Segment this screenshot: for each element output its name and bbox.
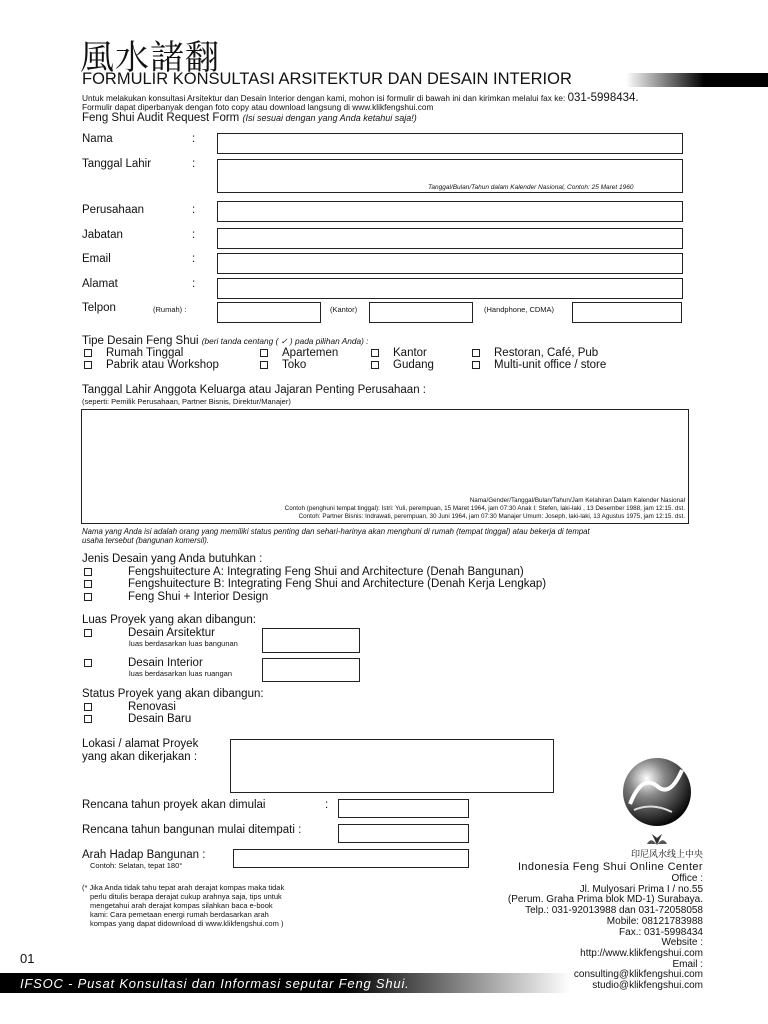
service-heading: Jenis Desain yang Anda butuhkan : (82, 553, 263, 565)
phone-office-field[interactable] (369, 302, 473, 323)
phone-home-label: (Rumah) : (153, 305, 187, 314)
company-field[interactable] (217, 201, 683, 222)
location-field[interactable] (230, 739, 554, 793)
location-label-1: Lokasi / alamat Proyek (82, 738, 199, 750)
company-contact: Office : Jl. Mulyosari Prima I / no.55 (Perum. Graha Prima blok MD-1) Surabaya. Telp.: 031-92013988 dan 031-72058058 Mobile: 08121783988 Fax.: 031-5998434 Website : http://www.klikfengshui.com Email : consulting@klikfengshui.com studio@klikfengshui.com (470, 874, 703, 992)
dob-hint: Tanggal/Bulan/Tahun dalam Kalender Nasional, Contoh: 25 Maret 1960 (428, 184, 634, 191)
int-area-field[interactable] (262, 658, 360, 682)
checkbox[interactable] (84, 593, 92, 601)
option-desain-baru[interactable]: Desain Baru (84, 713, 191, 725)
checkbox[interactable] (84, 361, 92, 369)
option-desain-arsitektur[interactable]: Desain Arsitektur (84, 627, 215, 639)
logo: 風水諸翻 (80, 38, 220, 78)
checkbox[interactable] (371, 361, 379, 369)
checkbox[interactable] (84, 703, 92, 711)
arch-area-field[interactable] (262, 628, 360, 653)
checkbox[interactable] (371, 349, 379, 357)
colon: : (192, 204, 196, 216)
status-heading: Status Proyek yang akan dibangun: (82, 688, 264, 700)
colon: : (325, 799, 329, 811)
company-logo-orb (612, 756, 702, 828)
family-heading: Tanggal Lahir Anggota Keluarga atau Jajaran Penting Perusahaan : (82, 384, 426, 396)
address-label: Alamat (82, 278, 118, 290)
option-rumah-tinggal[interactable]: Rumah Tinggal (84, 347, 183, 359)
dob-label: Tanggal Lahir (82, 158, 152, 170)
email-field[interactable] (217, 253, 683, 274)
checkbox[interactable] (472, 361, 480, 369)
family-note-1: Nama yang Anda isi adalah orang yang memiliki status penting dan sehari-harinya akan menghuni di rumah (tempat tinggal) atau bekerja di tempat (82, 527, 590, 536)
fax-number: 031-5998434. (567, 92, 639, 104)
arch-sub: luas berdasarkan luas bangunan (129, 639, 238, 648)
company-label: Perusahaan (82, 204, 145, 216)
location-label-2: yang akan dikerjakan : (82, 751, 198, 763)
title-band (626, 73, 768, 87)
checkbox[interactable] (472, 349, 480, 357)
position-label: Jabatan (82, 229, 123, 241)
lotus-icon (643, 830, 671, 846)
intro-line-1: Untuk melakukan konsultasi Arsitektur dan Desain Interior dengan kami, mohon isi formulir di bawah ini dan kirimkan melalui fax ke: 031-5998434. (82, 92, 639, 104)
phone-home-field[interactable] (217, 302, 321, 323)
occupy-year-label: Rencana tahun bangunan mulai ditempati : (82, 824, 302, 836)
family-sub: (seperti: Pemilik Perusahaan, Partner Bisnis, Direktur/Manajer) (82, 397, 291, 406)
email-link-consulting[interactable]: consulting@klikfengshui.com (573, 969, 703, 981)
checkbox[interactable] (260, 349, 268, 357)
option-feng-shui-interior[interactable]: Feng Shui + Interior Design (84, 591, 268, 603)
family-note-2: usaha tersebut (bangunan komersil). (82, 536, 209, 545)
checkbox[interactable] (84, 349, 92, 357)
option-desain-interior[interactable]: Desain Interior (84, 657, 203, 669)
start-year-field[interactable] (338, 799, 469, 818)
email-label: Email (82, 253, 111, 265)
name-label: Nama (82, 133, 113, 145)
intro-line-2: Formulir dapat diperbanyak dengan foto copy atau download langsung di www.klikfengshui.com (82, 102, 434, 112)
facing-field[interactable] (233, 849, 469, 868)
checkbox[interactable] (84, 659, 92, 667)
checkbox[interactable] (260, 361, 268, 369)
colon: : (192, 253, 196, 265)
occupy-year-field[interactable] (338, 824, 469, 843)
family-hint-1: Nama/Gender/Tanggal/Bulan/Tahun/Jam Kelahiran Dalam Kalender Nasional (469, 497, 685, 504)
start-year-label: Rencana tahun proyek akan dimulai (82, 799, 266, 811)
option-restoran[interactable]: Restoran, Café, Pub (472, 347, 598, 359)
name-field[interactable] (217, 133, 683, 154)
footer-banner (0, 973, 570, 993)
website-link[interactable]: http://www.klikfengshui.com (580, 947, 703, 959)
facing-label: Arah Hadap Bangunan : (82, 849, 206, 861)
checkbox[interactable] (84, 568, 92, 576)
option-toko[interactable]: Toko (260, 359, 306, 371)
checkbox[interactable] (84, 715, 92, 723)
company-name: Indonesia Feng Shui Online Center (517, 861, 703, 873)
checkbox[interactable] (84, 629, 92, 637)
phone-mobile-field[interactable] (572, 302, 682, 323)
int-sub: luas berdasarkan luas ruangan (129, 669, 232, 678)
colon: : (192, 229, 196, 241)
design-type-heading: Tipe Desain Feng Shui (beri tanda centang ( ✓ ) pada pilihan Anda) : (82, 335, 369, 347)
phone-mobile-label: (Handphone, CDMA) (484, 305, 555, 314)
colon: : (192, 133, 196, 145)
checkbox[interactable] (84, 580, 92, 588)
colon: : (192, 158, 196, 170)
logo-caption: 印尼风水线上中央 (630, 850, 703, 860)
option-renovasi[interactable]: Renovasi (84, 701, 176, 713)
page-number: 01 (20, 951, 35, 966)
option-multi-unit[interactable]: Multi-unit office / store (472, 359, 606, 371)
option-pabrik[interactable]: Pabrik atau Workshop (84, 359, 219, 371)
facing-example: Contoh: Selatan, tepat 180° (90, 861, 183, 870)
email-link-studio[interactable]: studio@klikfengshui.com (592, 980, 703, 992)
phone-label: Telpon (82, 302, 116, 314)
family-hint-2: Contoh (penghuni tempat tinggal): Istri: Yuli, perempuan, 15 Maret 1964, jam 07:30 Anak I: Stefen, laki-laki , 13 Desember 1988, jam 12:15. dst. (284, 505, 685, 512)
option-fengshuitecture-b[interactable]: Fengshuitecture B: Integrating Feng Shui and Architecture (Denah Kerja Lengkap) (84, 578, 546, 590)
address-field[interactable] (217, 278, 683, 299)
compass-note: (* Jika Anda tidak tahu tepat arah derajat kompas maka tidak perlu ditulis berapa derajat cukup arahnya saja, tips untuk mengetahui arah derajat kompas silahkan baca e-book kami: Cara pemetaan energi rumah berdasarkan arah kompas yang dapat didownload di www.klikfengshui.com ) (82, 883, 285, 928)
colon: : (192, 278, 196, 290)
phone-office-label: (Kantor) (330, 305, 358, 314)
option-kantor[interactable]: Kantor (371, 347, 427, 359)
position-field[interactable] (217, 228, 683, 249)
family-hint-3: Contoh: Partner Bisnis: Indrawati, perempuan, 30 Juni 1964, jam 07:30 Manajer Umum: Joseph, laki-laki, 13 Agustus 1975, jam 12:15. dst. (298, 513, 685, 520)
option-fengshuitecture-a[interactable]: Fengshuitecture A: Integrating Feng Shui and Architecture (Denah Bangunan) (84, 566, 524, 578)
page-title: FORMULIR KONSULTASI ARSITEKTUR DAN DESAIN INTERIOR (82, 70, 572, 88)
footer-banner-text: IFSOC - Pusat Konsultasi dan Informasi seputar Feng Shui. (20, 976, 410, 991)
option-apartemen[interactable]: Apartemen (260, 347, 338, 359)
form-subtitle: Feng Shui Audit Request Form (Isi sesuai dengan yang Anda ketahui saja!) (82, 112, 417, 124)
area-heading: Luas Proyek yang akan dibangun: (82, 614, 256, 626)
option-gudang[interactable]: Gudang (371, 359, 434, 371)
